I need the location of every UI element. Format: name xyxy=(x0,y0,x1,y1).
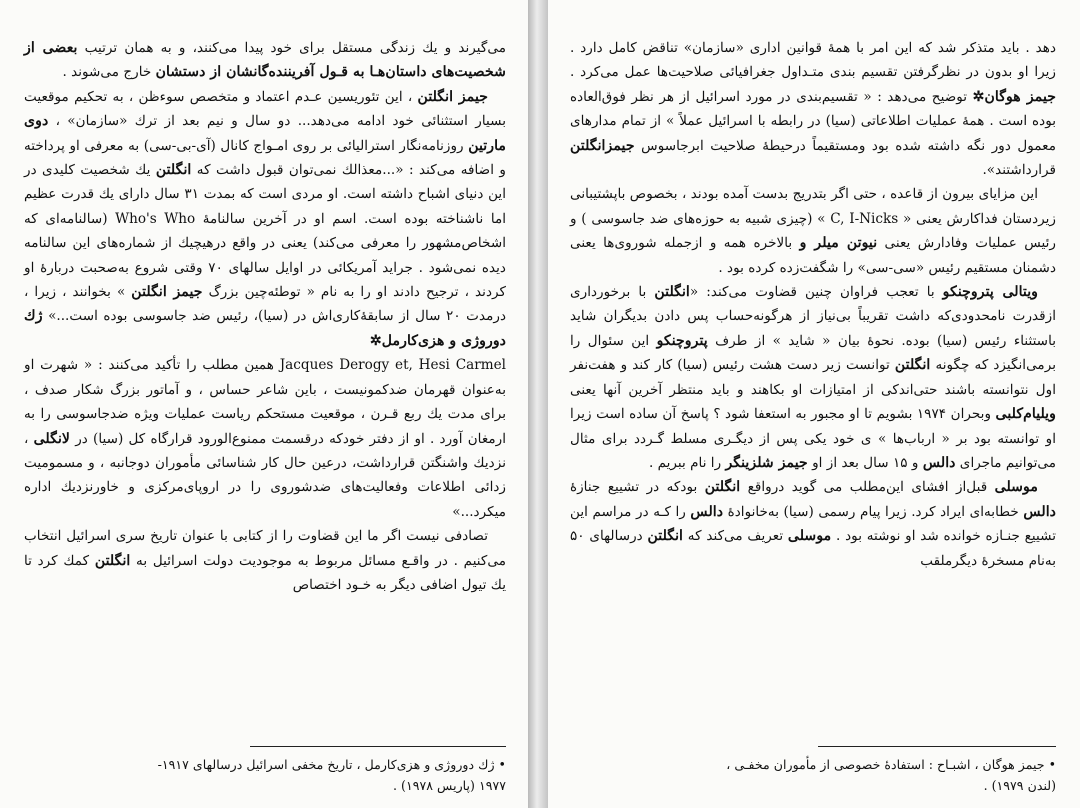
footnote: • جیمز هوگان ، اشبـاح : استفادهٔ خصوصی از مأموران مخفـی ، (لندن ۱۹۷۹) . xyxy=(726,757,1056,793)
paragraph: می‌گیرند و یك زندگی مستقل برای خود پیدا می‌کنند، و به همان ترتیب بعضی از شخصیت‌های داستان‌هـا به قـول آفریننده‌گانشان از دستشان خارج می‌شوند . xyxy=(24,40,506,81)
paragraph: موسلی قبل‌از افشای این‌مطلب می گوید درواقع انگلتن بودکه در تشییع جنازهٔ دالس خطابه‌ای ایراد کرد. زیرا پیام رسمی (سیا) به‌خانوادهٔ دالس را کـه در مراسم این تشییع جنـازه خوانده شد او نوشته بود . موسلی تعریف می‌کند که انگلتن درسالهای ۵۰ به‌نام مسخرهٔ دیگرملقب xyxy=(570,479,1057,569)
paragraph: ویتالی پتروچنکو با تعجب فراوان چنین قضاوت می‌کند: «انگلتن با برخورداری ازقدرت نامحدودی‌که داشت تقریباً بی‌نیاز از هرگونه‌حساب پس دادن بدیگران شاید باستثناء رئیس (سیا) بوده. نحوهٔ بیان « شاید » از طرف پتروچنکو این سئوال را برمی‌انگیزد که چگونه انگلتن توانست زیر دست هشت رئیس (سیا) کار کند و هفت‌نفر اول نتوانسته باشند حتی‌اندکی از امتیازات او بکاهند و باید منتظر آخرین آنها یعنی ویلیام‌کلبی وبحران ۱۹۷۴ بشویم تا او مجبور به استعفا شود ؟ پاسخ آن ساده است زیرا او توانسته بود بر « ارباب‌ها » ی خود یکی پس از دیگـری مسلط گـردد برای مثال می‌توانیم ماجرای دالس و ۱۵ سال بعد از او جیمز شلزینگر را نام ببریم . xyxy=(570,284,1057,471)
paragraph: این مزایای بیرون از قاعده ، حتی اگر بتدریج بدست آمده بودند ، بخصوص باپشتیبانی زیردستان فداکارش یعنی « C, I-Nicks » (چیزی شبیه به حوزه‌های ضد جاسوسی ) و رئیس عملیات وفادارش یعنی نیوتن میلر و بالاخره همه و ازجمله شوروی‌ها یعنی دشمنان مستقیم رئیس «سی-سی» را شگفت‌زده کرده بود . xyxy=(570,186,1056,276)
footnote-divider xyxy=(250,746,506,747)
footnote-star-icon: ✲ xyxy=(972,88,985,105)
paragraph: Jacques Derogy et, Hesi Carmel همین مطلب را تأکید می‌کنند : « شهرت او به‌عنوان قهرمان ضدکمونیست ، باین شاعر حساس ، و آماتور بزرگ شکار صدف ، برای مدت یك ربع قـرن ، موقعیت مستحکم ریاست عملیات ویژه ضدجاسوسی را به ارمغان آورد . او از دفتر خودکه درقسمت ممنوع‌الورود قرارگاه کل (سیا) در لانگلی ، نزدیك واشنگتن قرارداشت، درعین حال کار شناسائی مأموران دوجانبه ، و مسمومیت زدائی اطلاعات وفعالیت‌های ضدشوروی را در اروپای‌مرکزی و خاورنزدیك اداره میکرد...» xyxy=(24,357,506,520)
left-page xyxy=(0,0,528,808)
right-page-body xyxy=(570,36,1056,573)
paragraph: جیمز انگلتن ، این تئوریسین عـدم اعتماد و متخصص سوءظن ، به تحکیم موقعیت بسیار استثنائی خود ادامه می‌دهد... دو سال و نیم بعد از ترك «سازمان» ، دوی مارتین روزنامه‌نگار استرالیائی بر روی امـواج کانال (آی-بی-سی) به معرفی او پرداخته و اضافه می‌کند : «...معذالك نمی‌توان قبول داشت که انگلتن یك شخصیت کلیدی در این دنیای اشباح داشته است. او مردی است که بمدت ۳۱ سال دارای یك قدرت عظیم اما ناشناخته بوده است. اسم او در آخرین سالنامهٔ Who's Who (سالنامه‌ای که اشخاص‌مشهور را معرفی می‌کند) یعنی در واقع درهیچیك از شماره‌های این سالنامه دیده نمی‌شود . جراید آمریکائی در اوایل سالهای ۷۰ وقتی شروع به‌صحبت دربارهٔ او کردند ، ترجیح دادند او را به نام « توطئه‌چین بزرگ جیمز انگلتن » بخوانند ، زیرا ، درمدت ۲۰ سال از سابقهٔ‌کاری‌اش در (سیا)، رئیس ضد جاسوسی بوده است...» ژك دوروژی و هزی‌کارمل✲ xyxy=(24,88,507,349)
paragraph: تصادفی نیست اگر ما این قضاوت را از کتابی با عنوان تاریخ سری اسرائیل انتخاب می‌کنیم . در واقـع مسائل مربوط به موجودیت دولت اسرائیل به انگلتن کمك کرد تا یك تیول اضافی دیگر به خـود اختصاص xyxy=(24,528,506,593)
book-gutter xyxy=(528,0,548,808)
footnote-divider xyxy=(818,746,1056,747)
footnote: • ژك دوروژی و هزی‌کارمل ، تاریخ مخفی اسرائیل درسالهای ۱۹۱۷- ۱۹۷۷ (پاریس ۱۹۷۸) . xyxy=(157,757,506,793)
right-page xyxy=(548,0,1080,808)
footnote-star-icon: ✲ xyxy=(369,332,382,349)
paragraph: دهد . باید متذکر شد که این امر با همهٔ قوانین اداری «سازمان» تناقض کامل دارد . زیرا او بدون در نظرگرفتن تقسیم بندی متـداول جغرافیائی صلاحیت‌ها عمل می‌کرد . جیمز هوگان✲ توضیح می‌دهد : « تقسیم‌بندی در مورد اسرائیل از هر نظر فوق‌العاده بوده است . همهٔ عملیات اطلاعاتی (سیا) در رابطه با اسرائیل عملاً » از تمام مدارهای معمول دور نگه داشته شده بود ومستقیماً درحیطهٔ صلاحیت ابرجاسوس جیمزانگلتن قرارداشتند». xyxy=(570,40,1057,179)
left-page-body xyxy=(24,36,506,597)
